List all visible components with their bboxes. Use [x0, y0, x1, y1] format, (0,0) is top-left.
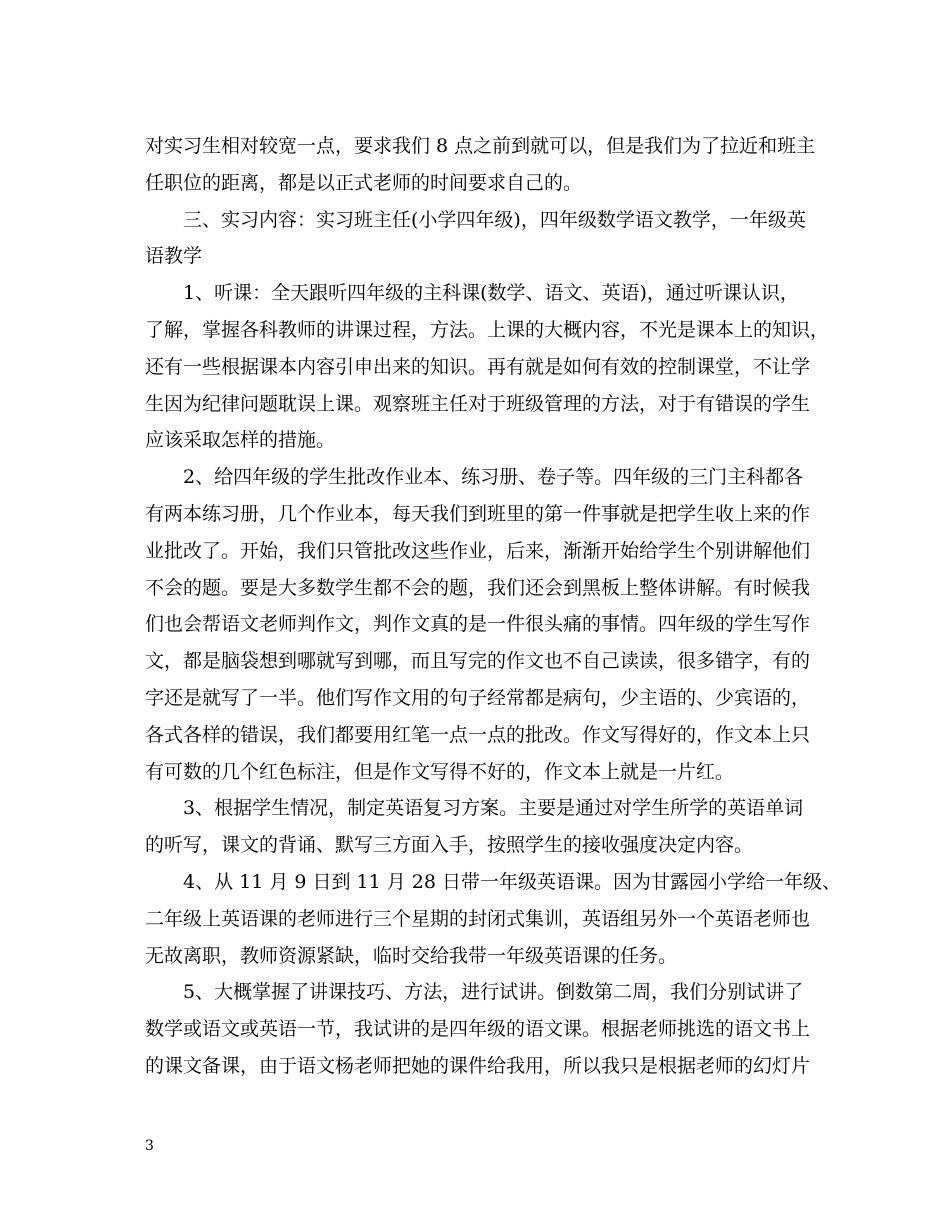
text-line: 不会的题。要是大多数学生都不会的题，我们还会到黑板上整体讲解。有时候我 [145, 576, 811, 599]
page-number: 3 [145, 1138, 154, 1154]
paragraph-start-line: 2、给四年级的学生批改作业本、练习册、卷子等。四年级的三门主科都各 [183, 466, 804, 489]
text-line: 各式各样的错误，我们都要用红笔一点一点的批改。作文写得好的，作文本上只 [145, 723, 811, 746]
text-line: 字还是就写了一半。他们写作文用的句子经常都是病句，少主语的、少宾语的， [145, 686, 811, 709]
paragraph-start-line: 1、听课：全天跟听四年级的主科课(数学、语文、英语)，通过听课认识， [183, 282, 799, 305]
text-line: 有可数的几个红色标注，但是作文写得不好的，作文本上就是一片红。 [145, 760, 735, 783]
text-line: 数学或语文或英语一节，我试讲的是四年级的语文课。根据老师挑选的语文书上 [145, 1018, 811, 1041]
text-line: 应该采取怎样的措施。 [145, 429, 336, 452]
text-line: 任职位的距离，都是以正式老师的时间要求自己的。 [145, 171, 583, 194]
text-line: 生因为纪律问题耽误上课。观察班主任对于班级管理的方法，对于有错误的学生 [145, 392, 811, 415]
section-heading-line: 三、实习内容：实习班主任(小学四年级)，四年级数学语文教学，一年级英 [183, 208, 806, 231]
text-line: 无故离职，教师资源紧缺，临时交给我带一年级英语课的任务。 [145, 944, 678, 967]
text-line: 了解，掌握各科教师的讲课过程，方法。上课的大概内容，不光是课本上的知识， [145, 318, 830, 341]
document-body [145, 128, 842, 1085]
text-line: 对实习生相对较宽一点，要求我们 8 点之前到就可以，但是我们为了拉近和班主 [145, 135, 816, 157]
paragraph-start-line: 4、从 11 月 9 日到 11 月 28 日带一年级英语课。因为甘露园小学给一年级、 [183, 870, 842, 893]
text-line: 还有一些根据课本内容引申出来的知识。再有就是如何有效的控制课堂，不让学 [145, 355, 811, 378]
text-line: 们也会帮语文老师判作文，判作文真的是一件很头痛的事情。四年级的学生写作 [145, 613, 811, 636]
paragraph-start-line: 3、根据学生情况，制定英语复习方案。主要是通过对学生所学的英语单词 [183, 797, 804, 820]
text-line: 有两本练习册，几个作业本，每天我们到班里的第一件事就是把学生收上来的作 [145, 502, 811, 525]
text-line: 二年级上英语课的老师进行三个星期的封闭式集训，英语组另外一个英语老师也 [145, 907, 811, 930]
text-line: 语教学 [145, 245, 203, 268]
text-line: 的听写，课文的背诵、默写三方面入手，按照学生的接收强度决定内容。 [145, 834, 754, 857]
text-line: 业批改了。开始，我们只管批改这些作业，后来，渐渐开始给学生个别讲解他们 [145, 539, 811, 562]
paragraph-start-line: 5、大概掌握了讲课技巧、方法，进行试讲。倒数第二周，我们分别试讲了 [183, 981, 804, 1004]
text-line: 文，都是脑袋想到哪就写到哪，而且写完的作文也不自己读读，很多错字，有的 [145, 650, 811, 673]
text-line: 的课文备课，由于语文杨老师把她的课件给我用，所以我只是根据老师的幻灯片 [145, 1054, 811, 1077]
